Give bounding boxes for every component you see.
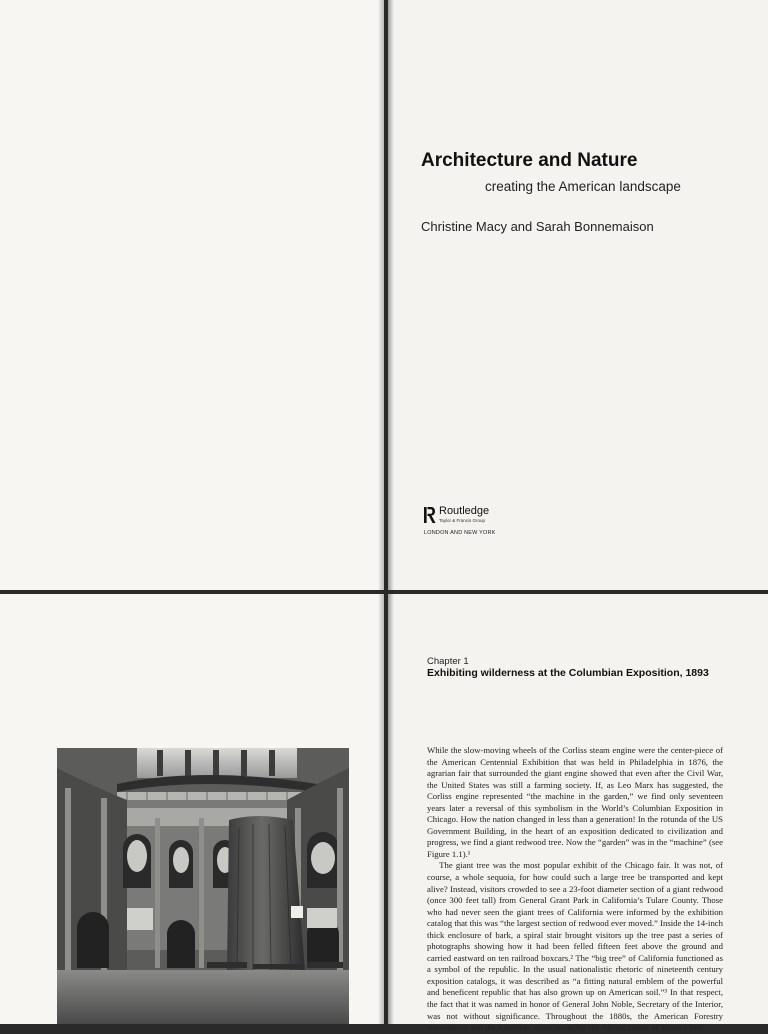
publisher-cities: LONDON AND NEW YORK <box>424 530 496 536</box>
spine-shadow <box>388 0 394 590</box>
title-page <box>388 0 768 590</box>
routledge-logo-icon <box>424 505 436 525</box>
chapter-title: Exhibiting wilderness at the Columbian Exposition, 1893 <box>427 667 709 679</box>
chapter-body-text <box>427 745 723 1034</box>
paragraph: The giant tree was the most popular exhibit of the Chicago fair. It was not, of course, a whole sequoia, for how could such a large tree be transported and kept alive? Instead, visitors crowded to see a 23-foot diameter section of a giant redwood (once 300 feet tall) from General Grant Park in California’s Tulare County. Those who had never seen the giant trees of California were informed by the exhibition catalog that this was “the largest section of redwood ever moved.” Inside the 14-inch thick enclosure of bark, a spiral stair brought visitors up the tree past a series of photographs showing how it had been felled fifteen feet above the ground and carried eastward on ten railroad boxcars.² The “big tree” of California functioned as a symbol of the republic. In the usual nationalistic rhetoric of nineteenth century exposition catalogs, it was described as “a fitting natural emblem of the powerful and beneficent republic that has also grown up on American soil.”³ In that respect, the fact that it was named in honor of General John Noble, Secretary of the Interior, was not without significance. Throughout the 1880s, the American Forestry Association and the American Association for the Advancement of Science had <box>427 860 723 1033</box>
spine-shadow <box>378 0 384 590</box>
chapter-opening-page <box>388 594 768 1033</box>
paragraph: While the slow-moving wheels of the Corliss steam engine were the center-piece of the American Centennial Exhibition that was held in Philadelphia in 1876, the agrarian fair that surrounded the giant engine showed that even after the Civil War, the United States was still a farming society. If, as Leo Marx has suggested, the Corliss engine represented “the machine in the garden,” we find only seventeen years later a reversal of this symbolism in the World’s Columbian Exposition in Chicago. How the nation changed in less than a generation! In the rotunda of the US Government Building, in the heart of an exposition dedicated to civilization and progress, we find a giant redwood tree. Now the “garden” was in the “machine” (see Figure 1.1).¹ <box>427 745 723 859</box>
chapter-number: Chapter 1 <box>427 656 469 667</box>
frontispiece-page <box>0 594 384 1024</box>
spine-shadow <box>388 594 394 1024</box>
book-title: Architecture and Nature <box>421 150 638 171</box>
publisher-group: Taylor & Francis Group <box>439 518 486 523</box>
blank-verso-page <box>0 0 384 590</box>
spine-shadow <box>378 594 384 1024</box>
book-authors: Christine Macy and Sarah Bonnemaison <box>421 219 654 234</box>
rotunda-redwood-photograph <box>57 748 349 1024</box>
book-subtitle: creating the American landscape <box>485 179 681 194</box>
publisher-name: Routledge <box>439 505 490 517</box>
